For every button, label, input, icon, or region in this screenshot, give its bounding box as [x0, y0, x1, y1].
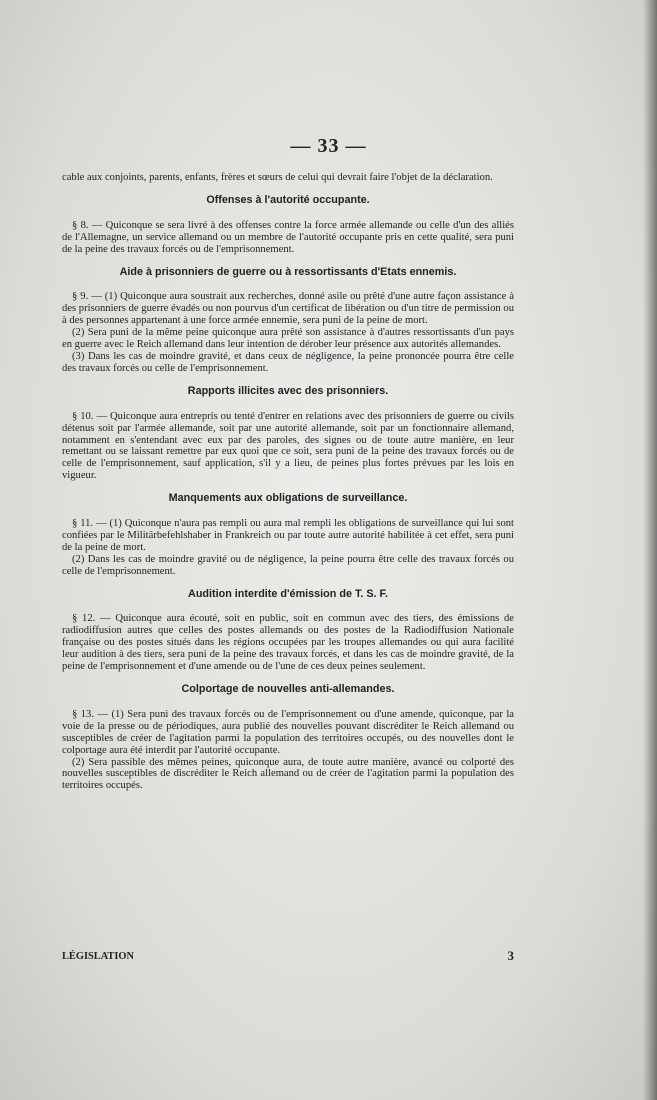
paragraph: (3) Dans les cas de moindre gravité, et dans ceux de négligence, la peine prononcée pourra être celle des travaux forcés ou celle de l'emprisonnement. — [62, 350, 514, 374]
section-manquements — [62, 493, 514, 577]
paragraph: (2) Sera puni de la même peine quiconque aura prêté son assistance à d'autres ressortissants d'un pays en guerre avec le Reich allemand dans leur intention de dérober leur présence aux autorités allemandes. — [62, 327, 514, 351]
intro-paragraph: cable aux conjoints, parents, enfants, frères et sœurs de celui qui devrait faire l'objet de la déclaration. — [62, 172, 493, 183]
section-heading: Aide à prisonniers de guerre ou à ressortissants d'Etats ennemis. — [119, 265, 457, 278]
paragraph: (2) Sera passible des mêmes peines, quiconque aura, de toute autre manière, avancé ou colporté des nouvelles susceptibles de discréditer le Reich allemand ou de créer de l'agitation parmi la population des territoires occupés. — [62, 756, 514, 792]
section-heading: Audition interdite d'émission de T. S. F. — [188, 587, 388, 600]
paragraph: § 9. — (1) Quiconque aura soustrait aux recherches, donné asile ou prêté d'une autre façon assistance à des prisonniers de guerre évadés ou non pourvus d'un certificat de libération ou d'un titre de permission ou à des personnes appartenant à une force armée ennemie, sera puni de la peine de mort. — [62, 291, 514, 327]
section-heading: Offenses à l'autorité occupante. — [206, 193, 370, 206]
section-rapports-illicites — [62, 386, 514, 482]
paragraph: § 12. — Quiconque aura écouté, soit en public, soit en commun avec des tiers, des émissions de radiodiffusion autres que celles des postes allemands ou des postes de la Radiodiffusion Nationale française ou des postes situés dans les régions occupées par les troupes allemandes ou qui aura facilité leur audition à des tiers, sera puni de la peine des travaux forcés, et dans les cas de moindre gravité, de la peine de l'emprisonnement et d'une amende ou de l'une de ces deux peines seulement. — [62, 613, 514, 673]
section-colportage — [62, 684, 514, 792]
section-audition-tsf — [62, 589, 514, 673]
page-footer — [62, 948, 514, 963]
page-number: — 33 — — [290, 135, 367, 157]
section-heading: Manquements aux obligations de surveillance. — [168, 492, 408, 505]
section-aide-prisonniers — [62, 267, 514, 375]
section-offenses — [62, 195, 514, 256]
paragraph: (2) Dans les cas de moindre gravité ou de négligence, la peine pourra être celle des travaux forcés ou celle de l'emprisonnement. — [62, 553, 514, 577]
footer-label: LÉGISLATION — [62, 951, 134, 962]
paragraph: § 8. — Quiconque se sera livré à des offenses contre la force armée allemande ou celle d'un des alliés de l'Allemagne, un service allemand ou un membre de l'autorité occupante pris en cette qualité, sera puni de la peine des travaux forcés ou de l'emprisonnement. — [62, 219, 514, 255]
signature-mark: 3 — [507, 948, 514, 963]
document-body — [62, 172, 514, 792]
paragraph: § 11. — (1) Quiconque n'aura pas rempli ou aura mal rempli les obligations de surveillance qui lui sont confiées par le Militärbefehlshaber in Frankreich ou par toute autre autorité habilitée à cet effet, sera puni de la peine de mort. — [62, 518, 514, 553]
section-heading: Rapports illicites avec des prisonniers. — [187, 384, 389, 397]
paragraph: § 13. — (1) Sera puni des travaux forcés ou de l'emprisonnement ou d'une amende, quiconque, par la voie de la presse ou de périodiques, aura publié des nouvelles pouvant discréditer le Reich allemand ou susceptibles de créer de l'agitation parmi la population des territoires occupés, ou des nouvelles dont le colportage aura été interdit par l'autorité occupante. — [62, 708, 514, 756]
paragraph: § 10. — Quiconque aura entrepris ou tenté d'entrer en relations avec des prisonniers de guerre ou civils détenus soit par l'armée allemande, soit par une autorité allemande, soit par un fonctionnaire allemand, notamment en s'entendant avec eux par des paroles, des signes ou de toute autre manière, en leur remettant ou se laissant remettre par eux quoi que ce soit, sera puni de la peine des travaux forcés ou de celle de l'emprisonnement, sauf application, s'il y a lieu, de peines plus fortes prévues par les lois en vigueur. — [62, 410, 514, 482]
section-heading: Colportage de nouvelles anti-allemandes. — [181, 683, 395, 695]
